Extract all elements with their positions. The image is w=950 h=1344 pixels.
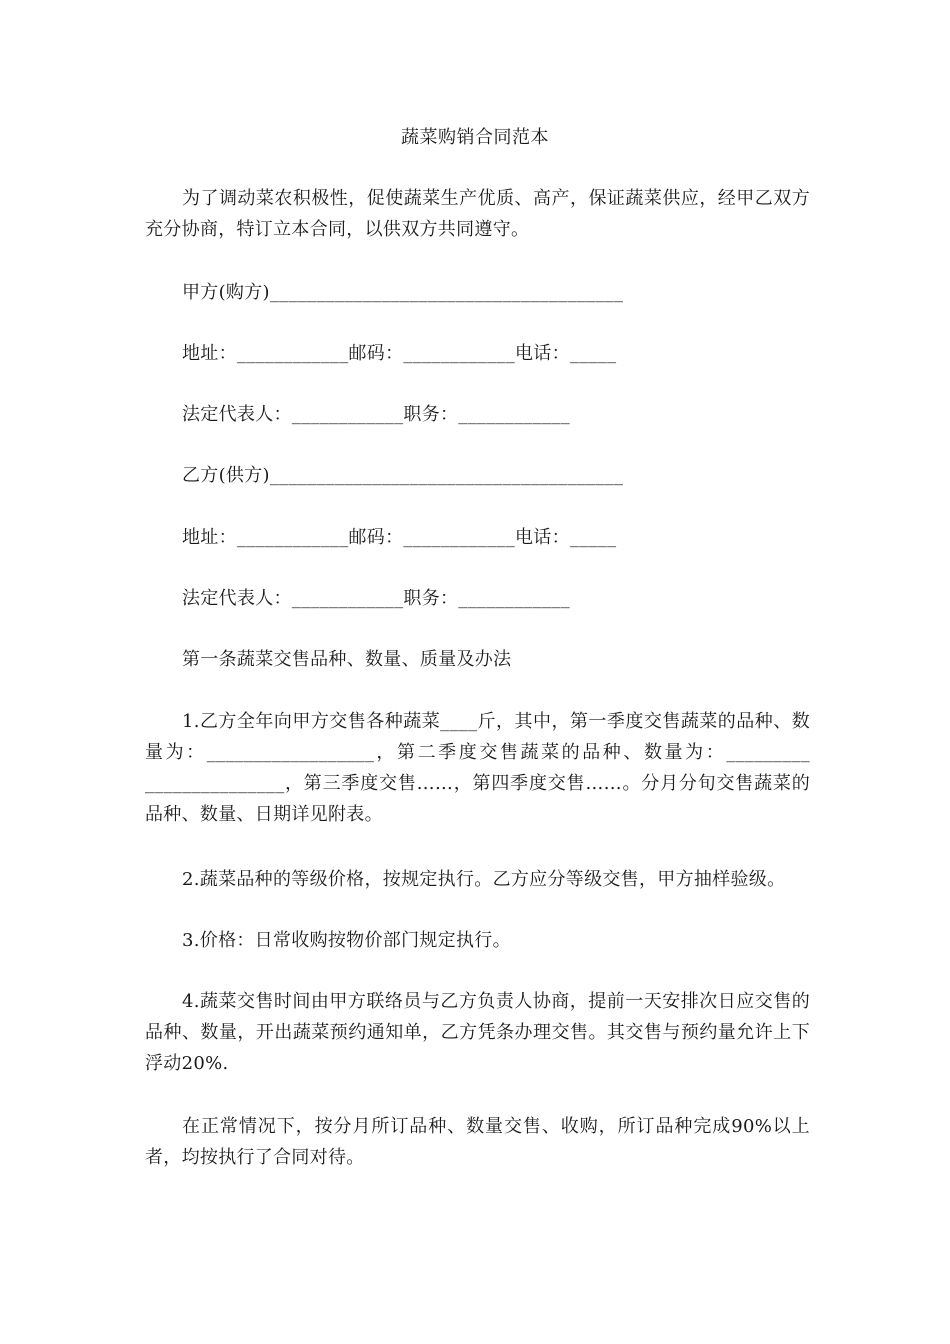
- clause-4-paragraph: 4.蔬菜交售时间由甲方联络员与乙方负责人协商，提前一天安排次日应交售的品种、数量，开出蔬菜预约通知单，乙方凭条办理交售。其交售与预约量允许上下浮动20%.: [145, 991, 810, 1074]
- intro-paragraph: 为了调动菜农积极性，促使蔬菜生产优质、高产，保证蔬菜供应，经甲乙双方充分协商，特订立本合同，以供双方共同遵守。: [145, 188, 810, 240]
- party-b-address-line: 地址：____________邮码：____________电话：_____: [182, 527, 617, 548]
- clause-3-paragraph: 3.价格：日常收购按物价部门规定执行。: [182, 930, 511, 951]
- document-title: 蔬菜购销合同范本: [401, 127, 549, 148]
- clause-2-paragraph: 2.蔬菜品种的等级价格，按规定执行。乙方应分等级交售，甲方抽样验级。: [182, 869, 786, 890]
- article-1-heading: 第一条蔬菜交售品种、数量、质量及办法: [182, 649, 512, 670]
- party-a-representative-line: 法定代表人：____________职务：____________: [182, 404, 570, 425]
- party-b-representative-line: 法定代表人：____________职务：____________: [182, 588, 570, 609]
- party-b-line: 乙方(供方)______________________________________: [182, 465, 624, 486]
- party-a-line: 甲方(购方)______________________________________: [182, 282, 624, 303]
- clause-5-paragraph: 在正常情况下，按分月所订品种、数量交售、收购，所订品种完成90%以上者，均按执行了合同对待。: [145, 1116, 810, 1168]
- party-a-address-line: 地址：____________邮码：____________电话：_____: [182, 343, 617, 364]
- clause-1-paragraph: 1.乙方全年向甲方交售各种蔬菜____斤，其中，第一季度交售蔬菜的品种、数量为：__________________，第二季度交售蔬菜的品种、数量为：_________ _______________，第三季度交售……，第四季度交售……。分月分旬交售蔬菜的品种、数量、日期详见附表。: [145, 711, 810, 825]
